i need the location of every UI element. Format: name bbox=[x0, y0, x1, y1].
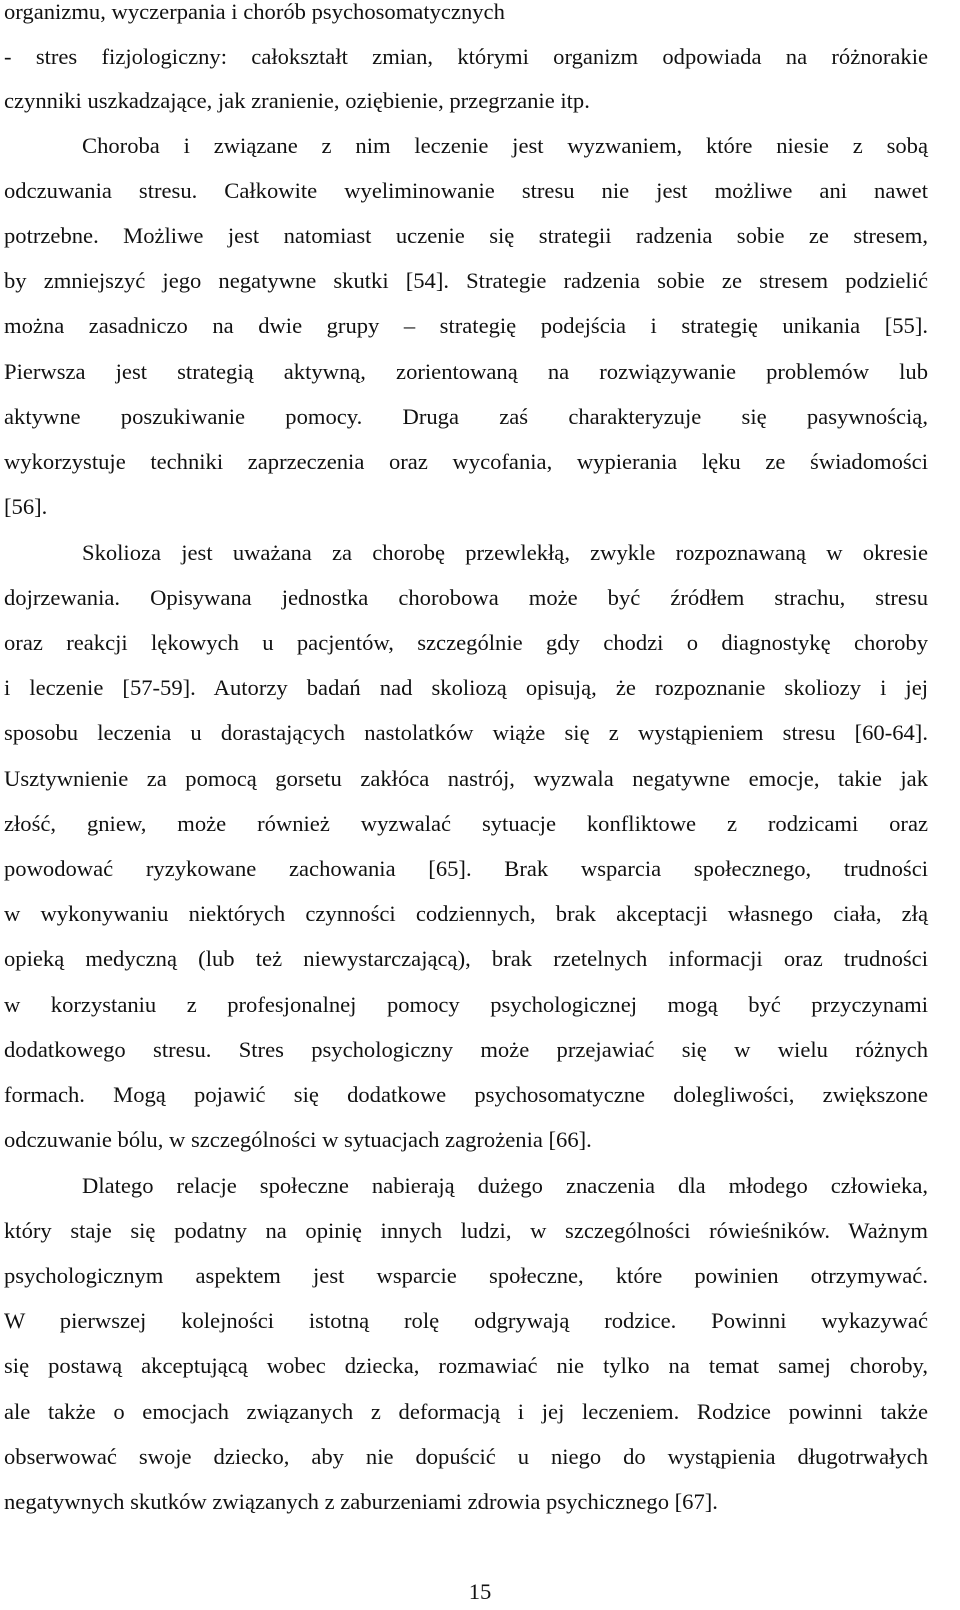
text-line: dodatkowego stresu. Stres psychologiczny może przejawiać się w wielu różnych bbox=[4, 1037, 928, 1062]
text-line: Skolioza jest uważana za chorobę przewlekłą, zwykle rozpoznawaną w okresie bbox=[82, 540, 928, 565]
text-line: czynniki uszkadzające, jak zranienie, oziębienie, przegrzanie itp. bbox=[4, 88, 590, 113]
text-line: Pierwsza jest strategią aktywną, zorientowaną na rozwiązywanie problemów lub bbox=[4, 359, 928, 384]
text-line: opieką medyczną (lub też niewystarczającą), brak rzetelnych informacji oraz trudności bbox=[4, 946, 928, 971]
text-line: i leczenie [57-59]. Autorzy badań nad skoliozą opisują, że rozpoznanie skoliozy i jej bbox=[4, 675, 928, 700]
text-line: by zmniejszyć jego negatywne skutki [54]. Strategie radzenia sobie ze stresem podzielić bbox=[4, 268, 928, 293]
text-line: oraz reakcji lękowych u pacjentów, szczególnie gdy chodzi o diagnostykę choroby bbox=[4, 630, 928, 655]
text-line: negatywnych skutków związanych z zaburzeniami zdrowia psychicznego [67]. bbox=[4, 1489, 718, 1514]
text-line: [56]. bbox=[4, 494, 48, 519]
text-line: aktywne poszukiwanie pomocy. Druga zaś charakteryzuje się pasywnością, bbox=[4, 404, 928, 429]
text-line: psychologicznym aspektem jest wsparcie społeczne, które powinien otrzymywać. bbox=[4, 1263, 928, 1288]
text-line: odczuwanie bólu, w szczególności w sytuacjach zagrożenia [66]. bbox=[4, 1127, 592, 1152]
text-line: Usztywnienie za pomocą gorsetu zakłóca nastrój, wyzwala negatywne emocje, takie jak bbox=[4, 766, 928, 791]
text-line: można zasadniczo na dwie grupy – strategię podejścia i strategię unikania [55]. bbox=[4, 313, 928, 338]
page-number: 15 bbox=[468, 1579, 492, 1604]
text-line: organizmu, wyczerpania i chorób psychosomatycznych bbox=[4, 0, 505, 24]
text-line: się postawą akceptującą wobec dziecka, rozmawiać nie tylko na temat samej choroby, bbox=[4, 1353, 928, 1378]
text-line: złość, gniew, może również wyzwalać sytuacje konfliktowe z rodzicami oraz bbox=[4, 811, 928, 836]
text-line: potrzebne. Możliwe jest natomiast uczenie się strategii radzenia sobie ze stresem, bbox=[4, 223, 928, 248]
text-line: powodować ryzykowane zachowania [65]. Brak wsparcia społecznego, trudności bbox=[4, 856, 928, 881]
text-line: odczuwania stresu. Całkowite wyeliminowanie stresu nie jest możliwe ani nawet bbox=[4, 178, 928, 203]
text-line: formach. Mogą pojawić się dodatkowe psychosomatyczne dolegliwości, zwiększone bbox=[4, 1082, 928, 1107]
text-line: obserwować swoje dziecko, aby nie dopuścić u niego do wystąpienia długotrwałych bbox=[4, 1444, 928, 1469]
text-line: - stres fizjologiczny: całokształt zmian, którymi organizm odpowiada na różnorakie bbox=[4, 44, 928, 69]
text-line: sposobu leczenia u dorastających nastolatków wiąże się z wystąpieniem stresu [60-64]. bbox=[4, 720, 928, 745]
text-line: który staje się podatny na opinię innych ludzi, w szczególności rówieśników. Ważnym bbox=[4, 1218, 928, 1243]
text-line: W pierwszej kolejności istotną rolę odgrywają rodzice. Powinni wykazywać bbox=[4, 1308, 928, 1333]
text-line: w korzystaniu z profesjonalnej pomocy psychologicznej mogą być przyczynami bbox=[4, 992, 928, 1017]
text-line: wykorzystuje techniki zaprzeczenia oraz wycofania, wypierania lęku ze świadomości bbox=[4, 449, 928, 474]
text-line: Choroba i związane z nim leczenie jest wyzwaniem, które niesie z sobą bbox=[82, 133, 928, 158]
text-line: w wykonywaniu niektórych czynności codziennych, brak akceptacji własnego ciała, złą bbox=[4, 901, 928, 926]
text-line: ale także o emocjach związanych z deformacją i jej leczeniem. Rodzice powinni także bbox=[4, 1399, 928, 1424]
text-line: Dlatego relacje społeczne nabierają dużego znaczenia dla młodego człowieka, bbox=[82, 1173, 928, 1198]
text-line: dojrzewania. Opisywana jednostka chorobowa może być źródłem strachu, stresu bbox=[4, 585, 928, 610]
